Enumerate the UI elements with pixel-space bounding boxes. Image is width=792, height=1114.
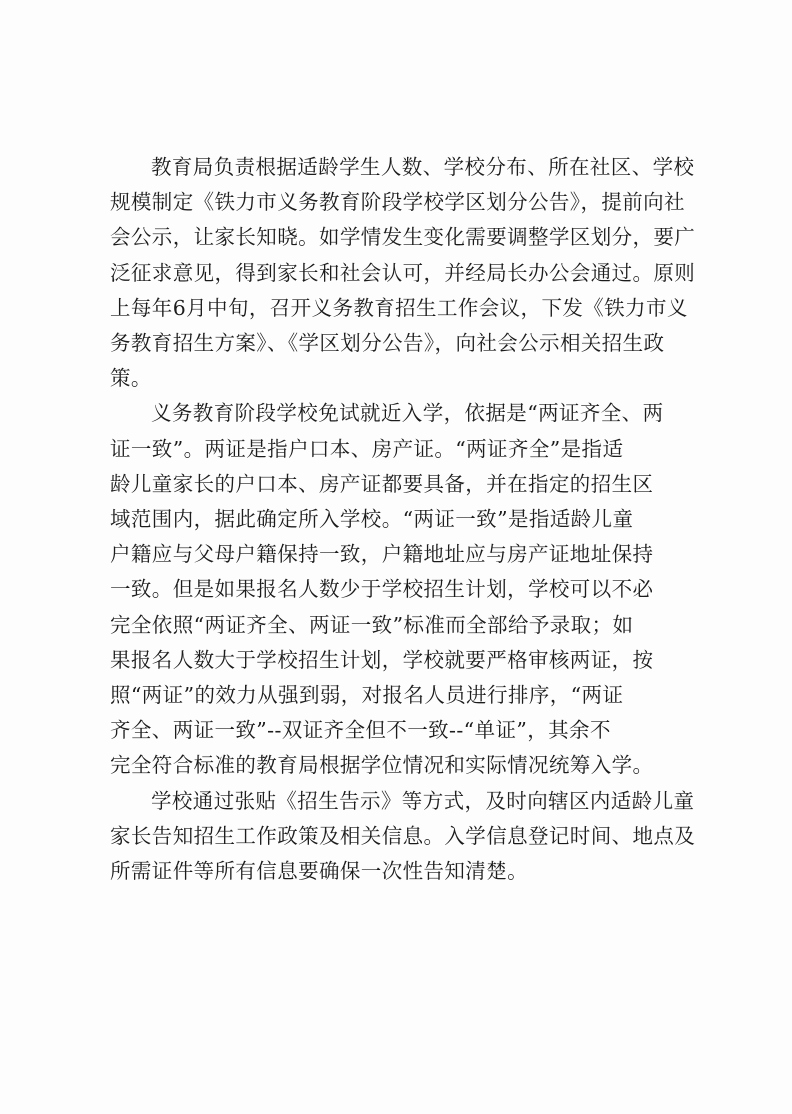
- paragraph-line: 所需证件等所有信息要确保一次性告知清楚。: [110, 859, 528, 884]
- paragraph-line: 会公示，让家长知晓。如学情发生变化需要调整学区划分，要广: [110, 225, 696, 250]
- paragraph-line: 龄儿童家长的户口本、房产证都要具备，并在指定的招生区: [110, 471, 654, 496]
- paragraph-line: 完全符合标准的教育局根据学位情况和实际情况统筹入学。: [110, 753, 654, 778]
- paragraph-line: 齐全、两证一致”--双证齐全但不一致--“单证”，其余不: [110, 718, 611, 743]
- paragraph-line: 上每年6月中旬，召开义务教育招生工作会议，下发《铁力市义: [110, 295, 688, 320]
- paragraph-line: 务教育招生方案》、《学区划分公告》，向社会公示相关招生政: [110, 331, 665, 356]
- paragraph-line: 证一致”。两证是指户口本、房产证。“两证齐全”是指适: [110, 436, 624, 461]
- paragraph-line: 域范围内，据此确定所入学校。“两证一致”是指适龄儿童: [110, 507, 634, 532]
- paragraph-line: 学校通过张贴《招生告示》等方式，及时向辖区内适龄儿童: [151, 788, 695, 813]
- paragraph-line: 家长告知招生工作政策及相关信息。入学信息登记时间、地点及: [110, 823, 696, 848]
- paragraph-2: [110, 396, 680, 783]
- paragraph-line: 规模制定《铁力市义务教育阶段学校学区划分公告》，提前向社: [110, 190, 685, 215]
- paragraph-line: 泛征求意见，得到家长和社会认可，并经局长办公会通过。原则: [110, 260, 696, 285]
- paragraph-line: 策。: [110, 366, 152, 391]
- paragraph-line: 果报名人数大于学校招生计划，学校就要严格审核两证，按: [110, 647, 654, 672]
- paragraph-line: 照“两证”的效力从强到弱，对报名人员进行排序，“两证: [110, 683, 624, 708]
- paragraph-line: 完全依照“两证齐全、两证一致”标准而全部给予录取；如: [110, 612, 634, 637]
- paragraph-line: 义务教育阶段学校免试就近入学，依据是“两证齐全、两: [151, 401, 664, 426]
- document-body: [110, 150, 696, 889]
- paragraph-1: [110, 150, 696, 396]
- paragraph-3: [110, 784, 696, 890]
- paragraph-line: 教育局负责根据适龄学生人数、学校分布、所在社区、学校: [151, 155, 695, 179]
- paragraph-line: 一致。但是如果报名人数少于学校招生计划，学校可以不必: [110, 577, 654, 602]
- paragraph-line: 户籍应与父母户籍保持一致，户籍地址应与房产证地址保持: [110, 542, 654, 567]
